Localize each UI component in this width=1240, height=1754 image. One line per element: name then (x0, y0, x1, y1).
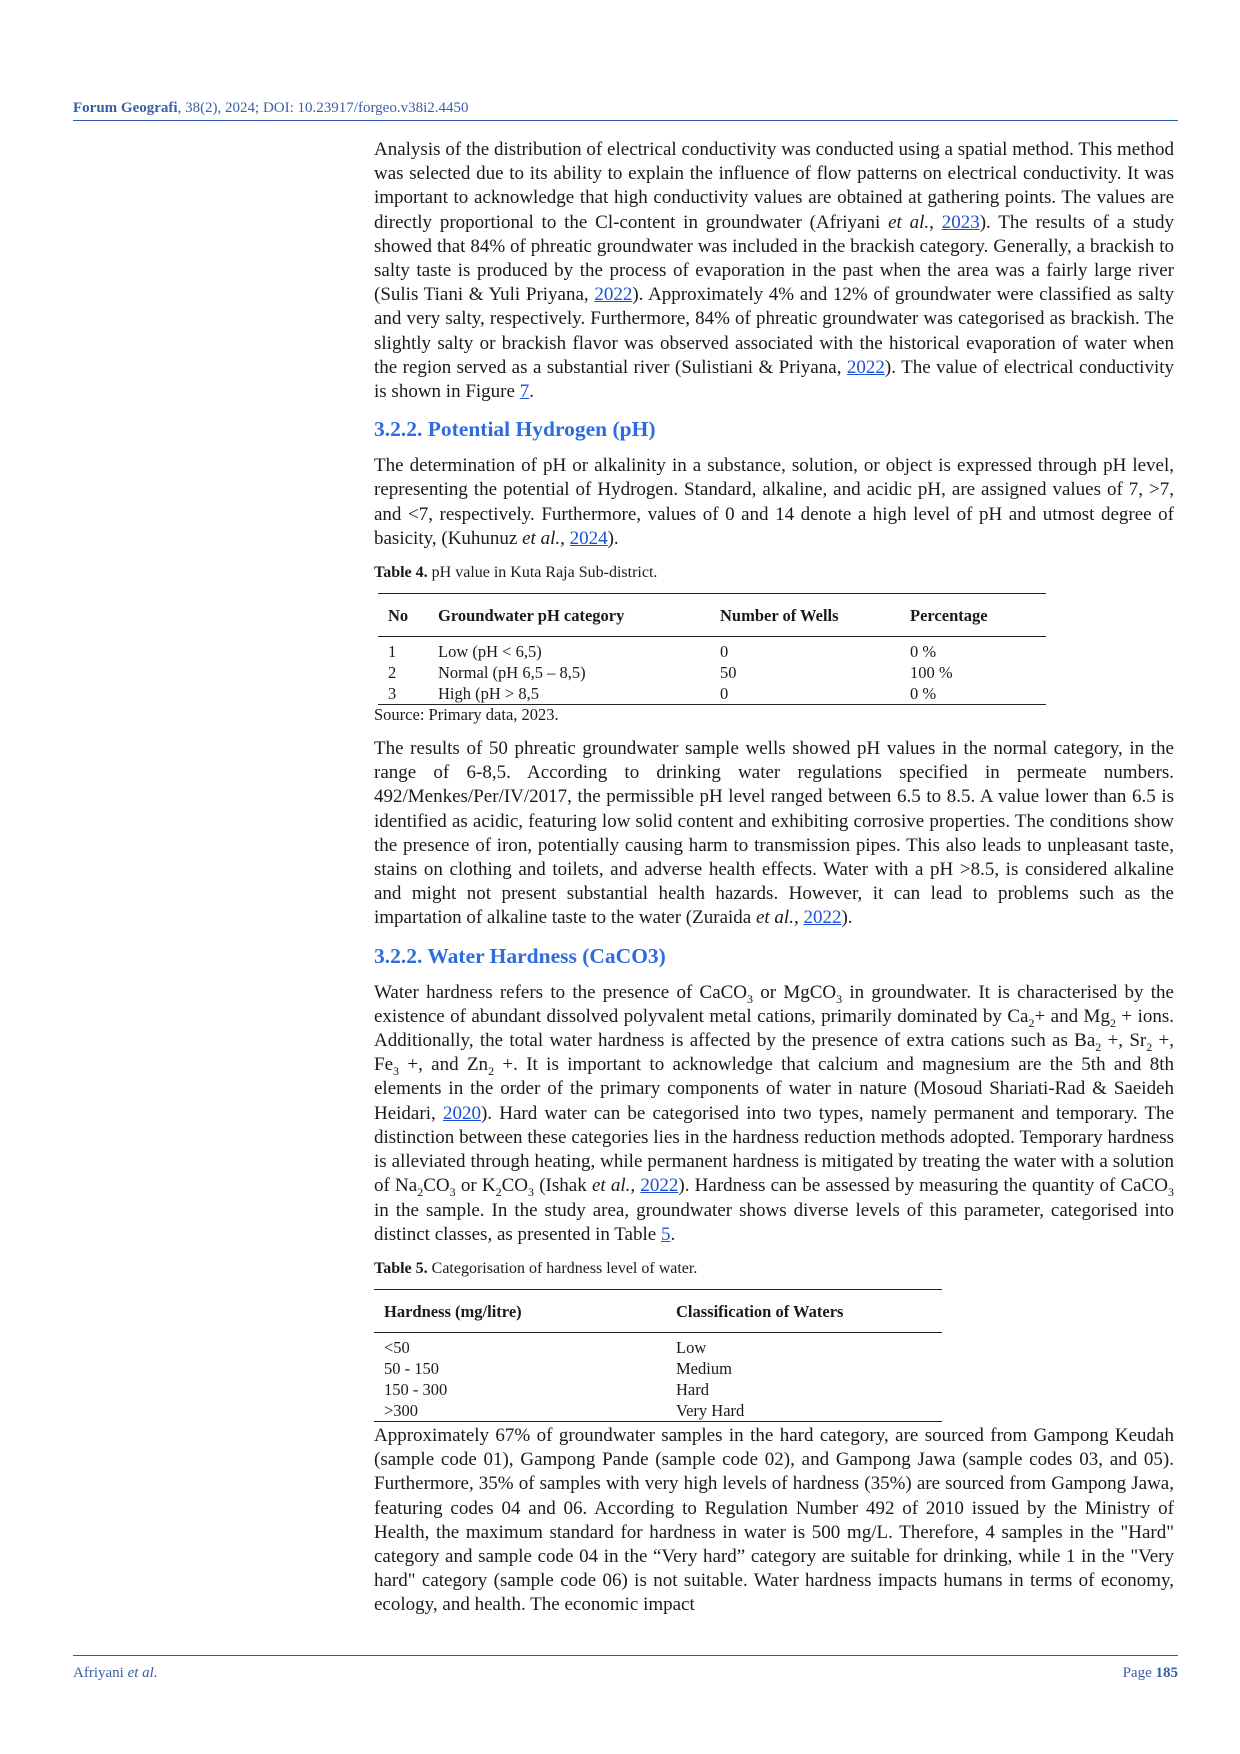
col-header-hardness: Hardness (mg/litre) (374, 1289, 666, 1332)
citation-link-2022a[interactable]: 2022 (594, 284, 633, 306)
citation-link-zuraida-2022[interactable]: 2022 (803, 907, 842, 929)
col-header-category: Groundwater pH category (428, 594, 710, 637)
table4-source: Source: Primary data, 2023. (374, 705, 559, 725)
section-heading-hardness: 3.2.2. Water Hardness (CaCO3) (374, 943, 666, 968)
main-column (374, 138, 1174, 1618)
citation-link-ishak-2022[interactable]: 2022 (640, 1175, 679, 1197)
citation-link-2020[interactable]: 2020 (442, 1102, 481, 1124)
paragraph-hardness-results: Approximately 67% of groundwater samples in the hard category, are sourced from Gampong Keudah (sample code 01), Gampong Pande (sample code 02), and Gampong Jawa (sample codes 03, and 05). Furthermore, 35% of samples with very high levels of hardness (35%) are sourced from Gampong Jawa, featuring codes 04 and 06. According to Regulation Number 492 of 2010 issued by the Ministry of Health, the maximum standard for hardness in water is 500 mg/L. Therefore, 4 samples in the "Hard" category and sample code 04 in the “Very hard” category are suitable for drinking, while 1 in the "Very hard" category (sample code 06) is not suitable. Water hardness impacts humans in terms of economy, ecology, and health. The economic impact (374, 1424, 1174, 1616)
figure-link-7[interactable]: 7 (519, 381, 530, 403)
col-header-no: No (378, 594, 428, 637)
table-row: 150 - 300 Hard (384, 1379, 709, 1399)
paragraph-hardness-definition: Water hardness refers to the presence of CaCO$_3$ or MgCO$_3$ in groundwater. It is characterised by the existence of abundant dissolved polyvalent metal cations, primarily dominated by $Ca_2+$ and $Mg_2$ + ions. Additionally, the total water hardness is affected by the presence of extra cations such as $Ba_2$ +, $Sr_2$ +, $Fe_3$ +, and $Zn_2$ +. It is important to acknowledge that calcium and magnesium are the 5th and 8th elements in the order of the primary components of water in nature (Mosoud Shariati-Rad & Saeideh Heidari, 2020). Hard water can be categorised into two types, namely permanent and temporary. The distinction between these categories lies in the hardness reduction methods adopted. Temporary hardness is alleviated through heating, while permanent hardness is mitigated by treating the water with a solution of $Na_2CO_3$ or $K_2CO_3$ (Ishak et al., 2022). Hardness can be assessed by measuring the quantity of CaCO$_3$ in the sample. In the study area, groundwater shows diverse levels of this parameter, categorised into distinct classes, as presented in Table 5. (374, 981, 1175, 1245)
citation-link-2024[interactable]: 2024 (569, 527, 608, 549)
running-footer (73, 1655, 1178, 1681)
col-header-classification: Classification of Waters (666, 1289, 942, 1332)
paragraph-ph-definition: The determination of pH or alkalinity in a substance, solution, or object is expressed through pH level, representing the potential of Hydrogen. Standard, alkaline, and acidic pH, are assigned values of 7, >7, and <7, respectively. Furthermore, values of 0 and 14 denote a high level of pH and utmost degree of basicity, (Kuhunuz et al., 2024). (374, 455, 1174, 549)
table5-caption: Table 5. Categorisation of hardness level of water. (374, 1259, 698, 1277)
table-row: <50 Low (384, 1337, 707, 1357)
paragraph-ph-results: The results of 50 phreatic groundwater sample wells showed pH values in the normal category, in the range of 6-8,5. According to drinking water regulations specified in permeate numbers. 492/Menkes/Per/IV/2017, the permissible pH level ranged between 6.5 to 8.5. A value lower than 6.5 is identified as acidic, featuring low solid content and exhibiting corrosive properties. The conditions show the presence of iron, potentially causing harm to transmission pipes. This also leads to unpleasant taste, stains on clothing and toilets, and adverse health effects. Water with a pH >8.5, is considered alkaline and might not present substantial health hazards. However, it can lead to problems such as the impartation of alkaline taste to the water (Zuraida et al., 2022). (374, 738, 1174, 929)
col-header-wells: Number of Wells (710, 594, 900, 637)
table-hardness-levels (374, 1289, 942, 1422)
journal-citation: , 38(2), 2024; DOI: 10.23917/forgeo.v38i2.4450 (177, 100, 469, 116)
table-ph-values (378, 593, 1046, 705)
footer-author: Afriyani et al. (73, 1665, 158, 1681)
table-row: 1 Low (pH < 6,5) 0 0 % (388, 642, 937, 662)
journal-name: Forum Geografi (73, 100, 178, 116)
table-header-row (378, 594, 1046, 637)
table-link-5[interactable]: 5 (660, 1223, 671, 1245)
table-row: 2 Normal (pH 6,5 – 8,5) 50 100 % (388, 663, 953, 683)
citation-link-2023[interactable]: 2023 (941, 211, 980, 233)
citation-link-2022b[interactable]: 2022 (846, 356, 885, 378)
table-row: 3 High (pH > 8,5 0 0 % (378, 683, 1046, 705)
table-row: 50 - 150 Medium (384, 1358, 732, 1378)
table-row: >300 Very Hard (374, 1400, 942, 1422)
page-number: Page 185 (1122, 1665, 1178, 1681)
paragraph-conductivity: Analysis of the distribution of electrical conductivity was conducted using a spatial method. This method was selected due to its ability to explain the influence of flow patterns on electrical conductivity. It was important to acknowledge that high conductivity values are obtained at gathering points. The values are directly proportional to the Cl-content in groundwater (Afriyani et al., 2023). The results of a study showed that 84% of phreatic groundwater was included in the brackish category. Generally, a brackish to salty taste is produced by the process of evaporation in the past when the area was a fairly large river (Sulis Tiani & Yuli Priyana, 2022). Approximately 4% and 12% of groundwater were classified as salty and very salty, respectively. Furthermore, 84% of phreatic groundwater was categorised as brackish. The slightly salty or brackish flavor was observed associated with the historical evaporation of water when the region served as a substantial river (Sulistiani & Priyana, 2022). The value of electrical conductivity is shown in Figure 7. (374, 139, 1175, 403)
table-header-row (374, 1289, 942, 1332)
table4-caption: Table 4. pH value in Kuta Raja Sub-district. (374, 564, 658, 582)
running-header (73, 100, 1178, 121)
section-heading-ph: 3.2.2. Potential Hydrogen (pH) (374, 417, 656, 442)
col-header-percentage: Percentage (900, 594, 1046, 637)
